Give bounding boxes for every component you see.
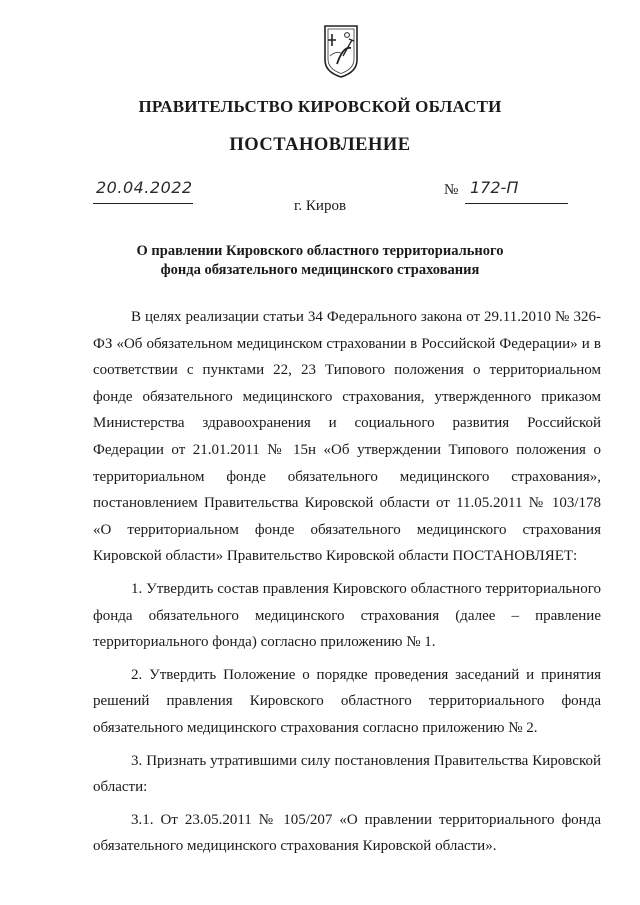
document-type: ПОСТАНОВЛЕНИЕ bbox=[229, 135, 411, 155]
city: г. Киров bbox=[293, 198, 347, 214]
item-3-paragraph: 3. Признать утратившими силу постановления Правительства Кировской области: bbox=[93, 752, 601, 796]
number-label: № bbox=[444, 182, 459, 198]
coat-of-arms-icon bbox=[321, 20, 361, 80]
item-1-paragraph: 1. Утвердить состав правления Кировского областного территориального фонда обязательного медицинского страхования (далее – правление территориального фонда) согласно приложению № 1. bbox=[93, 580, 601, 651]
preamble-paragraph: В целях реализации статьи 34 Федерального закона от 29.11.2010 № 326-ФЗ «Об обязательном медицинском страховании в Российской Федерации» и в соответствии с пунктами 22, 23 Типового положения о территориальном фонде обязательного медицинского страхования, утвержденного приказом Министерства здравоохранения и социального развития Российской Федерации от 21.01.2011 № 15н «Об утверждении Типового положения о территориальном фонде обязательного медицинского страхования», постановлением Правительства Кировской области от 11.05.2011 № 103/178 «О территориальном фонде обязательного медицинского страхования Кировской области» Правительство Кировской области ПОСТАНОВЛЯЕТ: bbox=[93, 309, 601, 565]
document-body bbox=[93, 304, 601, 860]
item-2-paragraph: 2. Утвердить Положение о порядке проведения заседаний и принятия решений правления Кировского областного территориального фонда обязательного медицинского страхования согласно приложению № 2. bbox=[93, 666, 601, 736]
subject-line-1: О правлении Кировского областного территориального bbox=[136, 243, 504, 259]
document-subject bbox=[120, 242, 520, 280]
document-number: 172-П bbox=[470, 178, 519, 197]
subject-line-2: фонда обязательного медицинского страхования bbox=[160, 262, 480, 278]
government-title: ПРАВИТЕЛЬСТВО КИРОВСКОЙ ОБЛАСТИ bbox=[138, 97, 502, 116]
item-3-1-paragraph: 3.1. От 23.05.2011 № 105/207 «О правлении территориального фонда обязательного медицинского страхования Кировской области». bbox=[93, 811, 601, 855]
document-date: 20.04.2022 bbox=[96, 178, 193, 197]
